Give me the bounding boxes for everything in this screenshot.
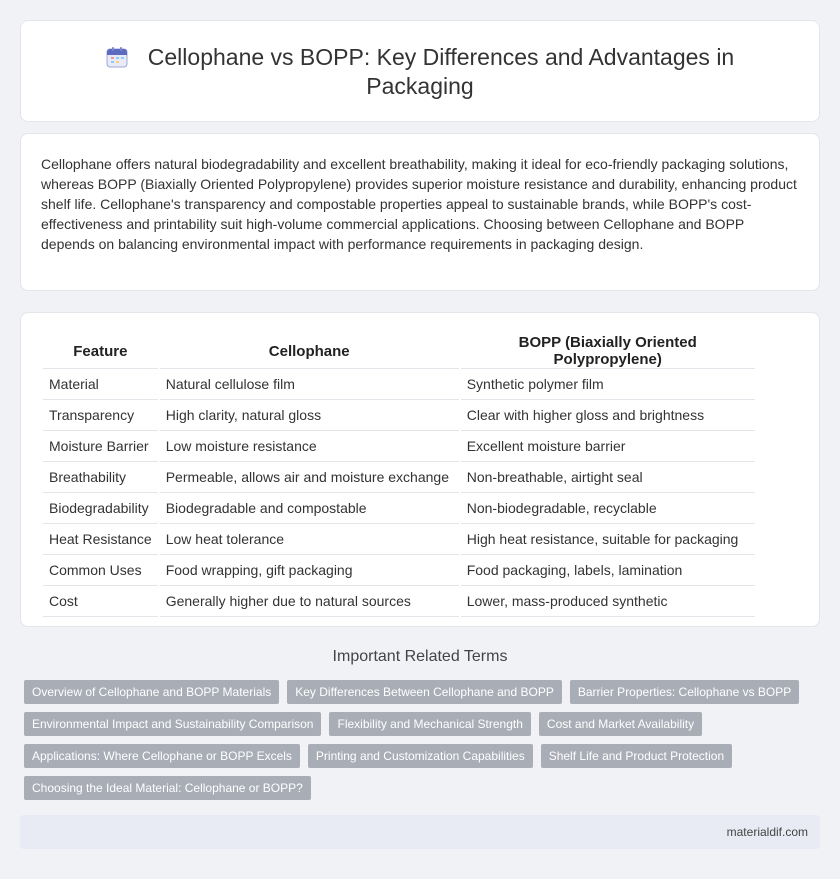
table-row [43,555,755,586]
calendar-icon [106,46,128,68]
related-terms-list [24,680,804,800]
table-row [43,524,755,555]
cellophane-cell: Biodegradable and compostable [160,493,459,524]
cellophane-cell: Permeable, allows air and moisture exchange [160,462,459,493]
related-term-tag[interactable]: Environmental Impact and Sustainability Comparison [24,712,321,736]
cellophane-cell: Natural cellulose film [160,369,459,400]
bopp-cell: Excellent moisture barrier [461,431,755,462]
feature-cell: Common Uses [43,555,158,586]
footer [20,815,820,849]
related-term-tag[interactable]: Shelf Life and Product Protection [541,744,732,768]
feature-cell: Heat Resistance [43,524,158,555]
header-cellophane: Cellophane [160,334,459,369]
bopp-cell: Clear with higher gloss and brightness [461,400,755,431]
table-card [20,312,820,627]
cellophane-cell: High clarity, natural gloss [160,400,459,431]
related-term-tag[interactable]: Applications: Where Cellophane or BOPP Excels [24,744,300,768]
header-feature: Feature [43,334,158,369]
related-term-tag[interactable]: Choosing the Ideal Material: Cellophane or BOPP? [24,776,311,800]
related-term-tag[interactable]: Flexibility and Mechanical Strength [329,712,530,736]
cellophane-cell: Low moisture resistance [160,431,459,462]
comparison-table [41,334,757,617]
feature-cell: Transparency [43,400,158,431]
bopp-cell: Food packaging, labels, lamination [461,555,755,586]
bopp-cell: Non-breathable, airtight seal [461,462,755,493]
bopp-cell: High heat resistance, suitable for packaging [461,524,755,555]
feature-cell: Cost [43,586,158,617]
cellophane-cell: Generally higher due to natural sources [160,586,459,617]
cellophane-cell: Food wrapping, gift packaging [160,555,459,586]
related-term-tag[interactable]: Key Differences Between Cellophane and BOPP [287,680,562,704]
feature-cell: Breathability [43,462,158,493]
related-terms-heading: Important Related Terms [332,648,508,665]
related-term-tag[interactable]: Cost and Market Availability [539,712,702,736]
table-row [43,493,755,524]
table-row [43,369,755,400]
table-header-row [43,334,755,369]
table-row [43,431,755,462]
bopp-cell: Lower, mass-produced synthetic [461,586,755,617]
table-row [43,586,755,617]
related-term-tag[interactable]: Overview of Cellophane and BOPP Materials [24,680,279,704]
table-row [43,462,755,493]
feature-cell: Material [43,369,158,400]
footer-site-link[interactable]: materialdif.com [726,825,808,839]
related-term-tag[interactable]: Printing and Customization Capabilities [308,744,533,768]
summary-card [20,133,820,291]
page-title-wrap [21,43,819,101]
header-bopp: BOPP (Biaxially Oriented Polypropylene) [461,334,755,369]
bopp-cell: Synthetic polymer film [461,369,755,400]
bopp-cell: Non-biodegradable, recyclable [461,493,755,524]
table-row [43,400,755,431]
title-card [20,20,820,122]
related-term-tag[interactable]: Barrier Properties: Cellophane vs BOPP [570,680,799,704]
summary-text: Cellophane offers natural biodegradability and excellent breathability, making it ideal for eco-friendly packaging solutions, whereas BOPP (Biaxially Oriented Polypropylene) provides superior moisture resistance and durability, enhancing product shelf life. Cellophane's transparency and compostable properties appeal to sustainable brands, while BOPP's cost-effectiveness and printability suit high-volume commercial applications. Choosing between Cellophane and BOPP depends on balancing environmental impact with performance requirements in packaging design. [41,156,797,252]
page-title: Cellophane vs BOPP: Key Differences and Advantages in Packaging [147,44,735,99]
feature-cell: Moisture Barrier [43,431,158,462]
feature-cell: Biodegradability [43,493,158,524]
cellophane-cell: Low heat tolerance [160,524,459,555]
